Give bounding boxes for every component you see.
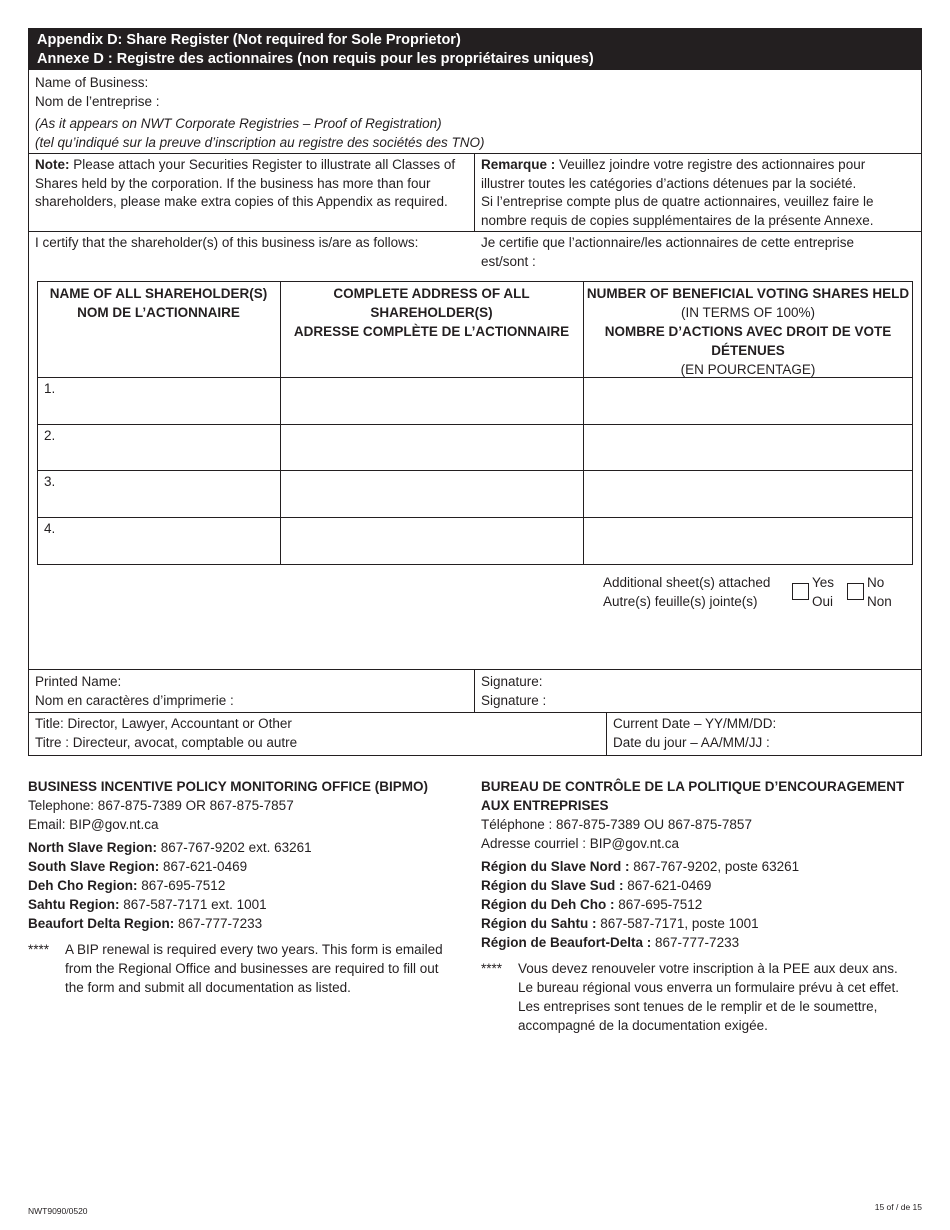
region-beaufort-delta-fr [481,933,926,952]
business-name-note-en: (As it appears on NWT Corporate Registries – Proof of Registration) [35,116,442,131]
region-phone: 867-695-7512 [614,897,703,912]
divider [28,153,922,154]
divider [28,231,922,232]
region-name: Région du Deh Cho : [481,897,615,912]
certify-fr-line2: est/sont : [481,253,536,269]
title-label-fr: Titre : Directeur, avocat, comptable ou autre [35,734,298,750]
divider [28,669,922,670]
row-3-shares-cell[interactable] [584,471,912,517]
renewal-line: Les entreprises sont tenues de le remplir et de le soumettre, [518,999,878,1014]
note-en-line2: Shares held by the corporation. If the business has more than four [35,175,431,191]
yes-label-fr: Oui [812,593,834,609]
region-phone: 867-767-9202, poste 63261 [629,859,800,874]
page-number: 15 of / de 15 [874,1202,922,1212]
note-en-line1: Please attach your Securities Register to illustrate all Classes of [69,157,456,172]
divider [474,669,475,712]
note-fr-line4: nombre requis de copies supplémentaires de la présente Annexe. [481,212,874,228]
region-phone: 867-587-7171 ext. 1001 [119,897,267,912]
business-name-note-fr: (tel qu’indiqué sur la preuve d’inscription au registre des sociétés des TNO) [35,134,485,150]
row-4-shares-cell[interactable] [584,518,912,564]
row-number: 3. [44,474,56,489]
contact-fr-heading-1: BUREAU DE CONTRÔLE DE LA POLITIQUE D’ENCOURAGEMENT [481,779,905,794]
region-beaufort-delta [28,914,458,933]
no-label-en: No [867,575,885,590]
row-3-name-cell[interactable] [38,471,280,517]
col-header-shares [583,284,913,379]
region-phone: 867-767-9202 ext. 63261 [157,840,312,855]
signature-label-en: Signature: [481,674,543,689]
business-name-label-fr: Nom de l’entreprise : [35,93,160,109]
region-sahtu [28,895,458,914]
contact-fr-email: Adresse courriel : BIP@gov.nt.ca [481,836,680,851]
region-slave-sud [481,876,926,895]
region-name: Région de Beaufort-Delta : [481,935,652,950]
region-slave-nord [481,857,926,876]
region-name: South Slave Region: [28,859,160,874]
col-header-shares-fr-sub: (EN POURCENTAGE) [680,362,816,377]
note-en-line3: shareholders, please make extra copies of this Appendix as required. [35,194,448,209]
region-deh-cho [28,876,458,895]
row-3-address-cell[interactable] [281,471,583,517]
col-header-address-en: COMPLETE ADDRESS OF ALL SHAREHOLDER(S) [333,286,530,320]
region-north-slave [28,838,458,857]
yes-checkbox[interactable] [792,583,809,600]
form-number: NWT9090/0520 [28,1206,88,1216]
business-name-note [35,115,484,152]
appendix-title-fr: Annexe D : Registre des actionnaires (non requis pour les propriétaires uniques) [37,51,594,67]
region-phone: 867-587-7171, poste 1001 [596,916,759,931]
renewal-note-fr [481,959,926,1035]
note-en [35,156,470,212]
renewal-note-en [28,940,458,997]
col-header-name-en: NAME OF ALL SHAREHOLDER(S) [49,286,268,301]
col-header-shares-en-sub: (IN TERMS OF 100%) [680,305,816,320]
certify-en: I certify that the shareholder(s) of this business is/are as follows: [35,235,419,250]
renewal-line: A BIP renewal is required every two years. This form is emailed [65,942,443,957]
col-header-name [37,284,280,322]
col-header-shares-fr1: NOMBRE D’ACTIONS AVEC DROIT DE VOTE [604,324,892,339]
renewal-stars: **** [481,961,503,976]
no-checkbox[interactable] [847,583,864,600]
row-number: 4. [44,521,56,536]
region-name: Sahtu Region: [28,897,120,912]
renewal-line: from the Regional Office and businesses are required to fill out [65,961,439,976]
no-label [867,574,892,611]
yes-label-en: Yes [812,575,835,590]
appendix-header [28,28,922,70]
additional-sheets-label-fr: Autre(s) feuille(s) jointe(s) [603,593,758,609]
business-name-label-en: Name of Business: [35,75,149,90]
appendix-title-en: Appendix D: Share Register (Not required for Sole Proprietor) [37,32,461,48]
row-1-name-cell[interactable] [38,378,280,424]
col-header-address [280,284,583,341]
additional-sheets-label-en: Additional sheet(s) attached [603,575,771,590]
region-phone: 867-695-7512 [137,878,226,893]
region-name: Région du Slave Sud : [481,878,624,893]
printed-name-field[interactable] [35,673,234,710]
note-fr-lead: Remarque : [481,157,556,172]
note-fr-line2: illustrer toutes les catégories d’actions détenues par la société. [481,175,857,191]
col-header-shares-fr2: DÉTENUES [711,343,785,358]
contact-en [28,777,458,997]
renewal-line: Vous devez renouveler votre inscription à la PEE aux deux ans. [518,961,898,976]
contact-en-phone: Telephone: 867-875-7389 OR 867-875-7857 [28,798,294,813]
no-label-fr: Non [867,593,892,609]
region-phone: 867-621-0469 [159,859,248,874]
region-name: Beaufort Delta Region: [28,916,175,931]
row-2-shares-cell[interactable] [584,425,912,470]
contact-fr-heading-2: AUX ENTREPRISES [481,798,609,813]
title-field[interactable] [35,715,297,752]
row-2-name-cell[interactable] [38,425,280,470]
renewal-line: the form and submit all documentation as listed. [65,980,351,995]
region-phone: 867-777-7233 [651,935,740,950]
col-header-address-fr: ADRESSE COMPLÈTE DE L’ACTIONNAIRE [293,324,570,339]
row-4-name-cell[interactable] [38,518,280,564]
business-name-field[interactable] [35,74,160,111]
signature-label-fr: Signature : [481,692,547,708]
row-number: 1. [44,381,56,396]
note-fr-line3: Si l’entreprise compte plus de quatre actionnaires, veuillez faire le [481,194,874,209]
contact-en-heading: BUSINESS INCENTIVE POLICY MONITORING OFFICE (BIPMO) [28,779,429,794]
note-en-lead: Note: [35,157,70,172]
date-label-en: Current Date – YY/MM/DD: [613,716,777,731]
title-label-en: Title: Director, Lawyer, Accountant or Other [35,716,292,731]
renewal-line: Le bureau régional vous enverra un formulaire prévu à cet effet. [518,980,899,995]
row-4-address-cell[interactable] [281,518,583,564]
region-south-slave [28,857,458,876]
region-name: North Slave Region: [28,840,158,855]
note-fr-line1: Veuillez joindre votre registre des actionnaires pour [555,157,866,172]
divider [474,153,475,231]
certify-fr-line1: Je certifie que l’actionnaire/les actionnaires de cette entreprise [481,235,854,250]
row-2-address-cell[interactable] [281,425,583,470]
note-fr [481,156,919,230]
contact-fr [481,777,926,1035]
signature-field[interactable] [481,673,546,710]
region-name: Deh Cho Region: [28,878,138,893]
row-1-shares-cell[interactable] [584,378,912,424]
divider [606,712,607,756]
row-1-address-cell[interactable] [281,378,583,424]
region-phone: 867-621-0469 [623,878,712,893]
date-label-fr: Date du jour – AA/MM/JJ : [613,734,770,750]
region-name: Région du Sahtu : [481,916,597,931]
region-sahtu-fr [481,914,926,933]
col-header-name-fr: NOM DE L’ACTIONNAIRE [77,305,240,320]
yes-label [812,574,834,611]
divider [28,712,922,713]
certify-fr [481,234,854,271]
printed-name-label-en: Printed Name: [35,674,122,689]
contact-en-email: Email: BIP@gov.nt.ca [28,817,159,832]
renewal-stars: **** [28,942,50,957]
contact-fr-phone: Téléphone : 867-875-7389 OU 867-875-7857 [481,817,752,832]
additional-sheets-label [603,574,770,611]
region-deh-cho-fr [481,895,926,914]
region-phone: 867-777-7233 [174,916,263,931]
region-name: Région du Slave Nord : [481,859,630,874]
renewal-line: accompagné de la documentation exigée. [518,1018,768,1033]
col-header-shares-en: NUMBER OF BENEFICIAL VOTING SHARES HELD [586,286,910,301]
row-number: 2. [44,428,56,443]
printed-name-label-fr: Nom en caractères d’imprimerie : [35,692,234,708]
current-date-field[interactable] [613,715,776,752]
